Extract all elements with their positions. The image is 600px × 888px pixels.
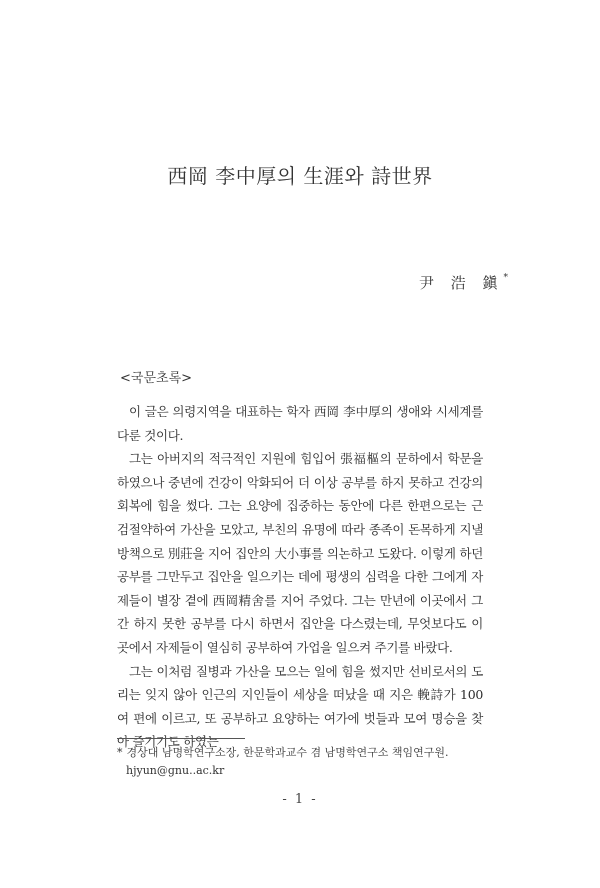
abstract-heading: <국문초록> <box>120 371 193 386</box>
footnote-mark: * <box>117 746 123 759</box>
page-number: - 1 - <box>282 792 318 807</box>
abstract-body <box>117 400 483 754</box>
abstract-paragraph-2: 그는 아버지의 적극적인 지원에 힘입어 張福樞의 문하에서 학문을 하였으나 중년에 건강이 악화되어 더 이상 공부를 하지 못하고 건강의 회복에 힘을 썼다. 그는 요양에 집중하는 동안에 다른 한편으로는 근검절약하여 가산을 모았고, 부친의 유명에 따라 종족이 돈목하게 지낼 방책으로 別莊을 지어 집안의 大小事를 의논하고 도왔다. 이렇게 하던 공부를 그만두고 집안을 일으키는 데에 평생의 심력을 다한 그에게 자제들이 별장 곁에 西岡精舍를 지어 주었다. 그는 만년에 이곳에서 그간 하지 못한 공부를 다시 하면서 집안을 다스렸는데, 무엇보다도 이곳에서 자제들이 열심히 공부하여 가업을 일으켜 주기를 바랐다. <box>117 451 483 655</box>
footnote-email: hjyun@gnu..ac.kr <box>126 764 225 777</box>
footnote-affiliation: 경상대 남명학연구소장, 한문학과교수 겸 남명학연구소 책임연구원. <box>126 746 449 759</box>
paper-title: 西岡 李中厚의 生涯와 詩世界 <box>167 164 433 188</box>
author-name: 尹 浩 鎭 <box>418 274 504 292</box>
author-footnote-mark: * <box>503 273 508 283</box>
abstract-paragraph-3: 그는 이처럼 질병과 가산을 모으는 일에 힘을 썼지만 선비로서의 도리는 잊지 않아 인근의 지인들이 세상을 떠났을 때 지은 輓詩가 100여 편에 이르고, 또 공부하고 요양하는 여가에 벗들과 모여 명승을 찾아 즐기기도 하였는 <box>117 663 483 750</box>
footnote-line-1 <box>117 744 497 762</box>
abstract-paragraph-1: 이 글은 의령지역을 대표하는 학자 西岡 李中厚의 생애와 시세계를 다룬 것이다. <box>117 404 483 443</box>
footnote-divider <box>117 738 245 739</box>
footnote <box>117 744 497 780</box>
footnote-line-2 <box>117 762 497 780</box>
author-line <box>419 272 508 293</box>
